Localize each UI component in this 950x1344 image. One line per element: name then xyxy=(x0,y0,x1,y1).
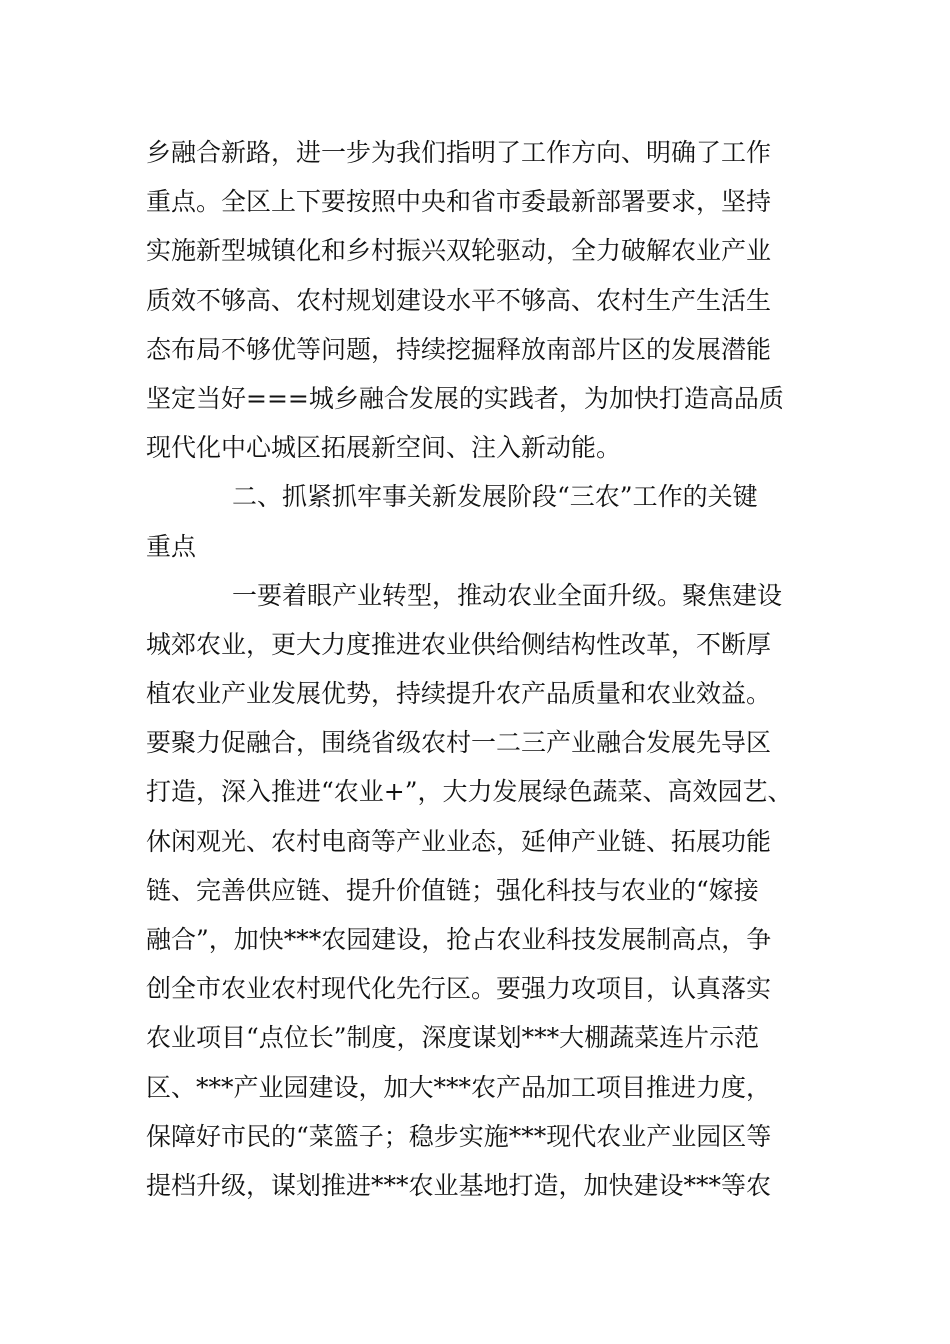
text-line: 坚定当好===城乡融合发展的实践者，为加快打造高品质 xyxy=(146,383,784,413)
section-heading-continued: 重点 xyxy=(146,531,197,561)
text-line: 休闲观光、农村电商等产业业态，延伸产业链、拓展功能 xyxy=(146,826,772,856)
text-line: 现代化中心城区拓展新空间、注入新动能。 xyxy=(146,433,622,463)
paragraph-start: 一要着眼产业转型，推动农业全面升级。聚焦建设 xyxy=(232,580,783,610)
text-line: 保障好市民的“菜篮子；稳步实施***现代农业产业园区等 xyxy=(146,1121,772,1151)
text-line: 乡融合新路，进一步为我们指明了工作方向、明确了工作 xyxy=(146,138,772,167)
text-line: 融合”，加快***农园建设，抢占农业科技发展制高点，争 xyxy=(146,925,772,954)
text-line: 城郊农业，更大力度推进农业供给侧结构性改革，不断厚 xyxy=(146,629,772,659)
body-text xyxy=(146,128,826,1210)
text-line: 创全市农业农村现代化先行区。要强力攻项目，认真落实 xyxy=(146,974,772,1004)
text-line: 区、***产业园建设，加大***农产品加工项目推进力度， xyxy=(146,1072,772,1102)
text-line: 重点。全区上下要按照中央和省市委最新部署要求，坚持 xyxy=(146,187,772,217)
text-line: 提档升级，谋划推进***农业基地打造，加快建设***等农 xyxy=(146,1170,772,1200)
text-line: 链、完善供应链、提升价值链；强化科技与农业的“嫁接 xyxy=(146,875,759,905)
text-line: 质效不够高、农村规划建设水平不够高、农村生产生活生 xyxy=(146,285,772,315)
text-line: 实施新型城镇化和乡村振兴双轮驱动，全力破解农业产业 xyxy=(146,236,772,266)
text-line: 态布局不够优等问题，持续挖掘释放南部片区的发展潜能 xyxy=(146,334,772,364)
text-line: 打造，深入推进“农业+”，大力发展绿色蔬菜、高效园艺、 xyxy=(146,777,793,807)
text-line: 植农业产业发展优势，持续提升农产品质量和农业效益。 xyxy=(146,679,772,709)
section-heading: 二、抓紧抓牢事关新发展阶段“三农”工作的关键 xyxy=(232,482,758,512)
text-line: 要聚力促融合，围绕省级农村一二三产业融合发展先导区 xyxy=(146,728,772,758)
text-line: 农业项目“点位长”制度，深度谋划***大棚蔬菜连片示范 xyxy=(146,1023,760,1053)
